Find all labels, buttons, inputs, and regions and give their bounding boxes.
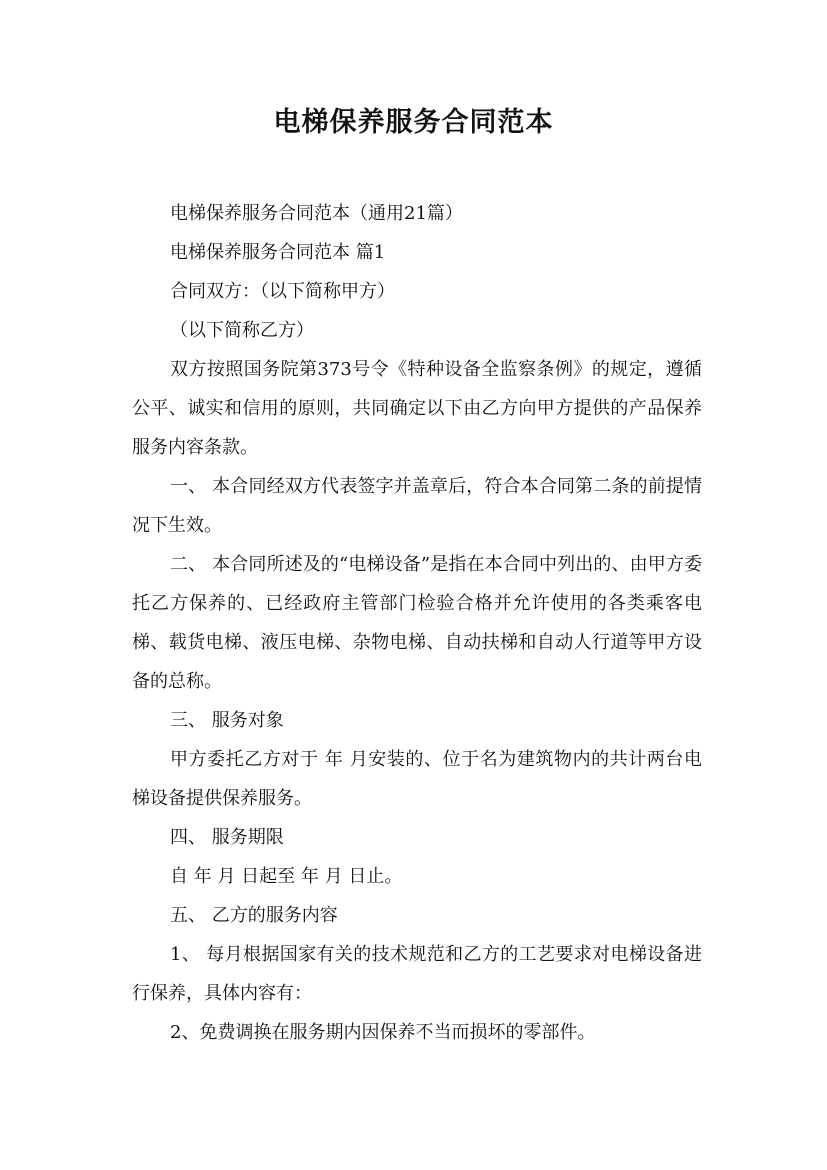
paragraph-clause-1: 一、 本合同经双方代表签字并盖章后，符合本合同第二条的前提情况下生效。 — [132, 476, 702, 536]
paragraph-clause-3-body: 甲方委托乙方对于 年 月安装的、位于名为建筑物内的共计两台电梯设备提供保养服务。 — [132, 749, 702, 809]
paragraph-preamble: 双方按照国务院第373号令《特种设备全监察条例》的规定，遵循公平、诚实和信用的原则，共同确定以下由乙方向甲方提供的产品保养服务内容条款。 — [132, 359, 702, 458]
paragraph-clause-5-item-1: 1、 每月根据国家有关的技术规范和乙方的工艺要求对电梯设备进行保养，具体内容有： — [132, 944, 702, 1004]
paragraph-clause-5-heading: 五、 乙方的服务内容 — [170, 905, 338, 926]
paragraph-clause-2: 二、 本合同所述及的“电梯设备”是指在本合同中列出的、由甲方委托乙方保养的、已经政府主管部门检验合格并允许使用的各类乘客电梯、载货电梯、液压电梯、杂物电梯、自动扶梯和自动人行道等甲方设备的总称。 — [132, 554, 702, 692]
document-title: 电梯保养服务合同范本 — [273, 107, 554, 138]
paragraph-clause-4-heading: 四、 服务期限 — [170, 827, 284, 848]
paragraph-clause-3-heading: 三、 服务对象 — [170, 710, 284, 731]
paragraph-collection-heading: 电梯保养服务合同范本（通用21篇） — [170, 203, 463, 224]
paragraph-article-heading: 电梯保养服务合同范本 篇1 — [170, 242, 386, 263]
paragraph-party-a: 合同双方：（以下简称甲方） — [170, 281, 395, 302]
paragraph-clause-4-body: 自 年 月 日起至 年 月 日止。 — [170, 866, 403, 887]
paragraph-clause-5-item-2: 2、免费调换在服务期内因保养不当而损坏的零部件。 — [170, 1022, 596, 1043]
paragraph-party-b: （以下简称乙方） — [170, 320, 314, 341]
document-body — [132, 194, 702, 1052]
